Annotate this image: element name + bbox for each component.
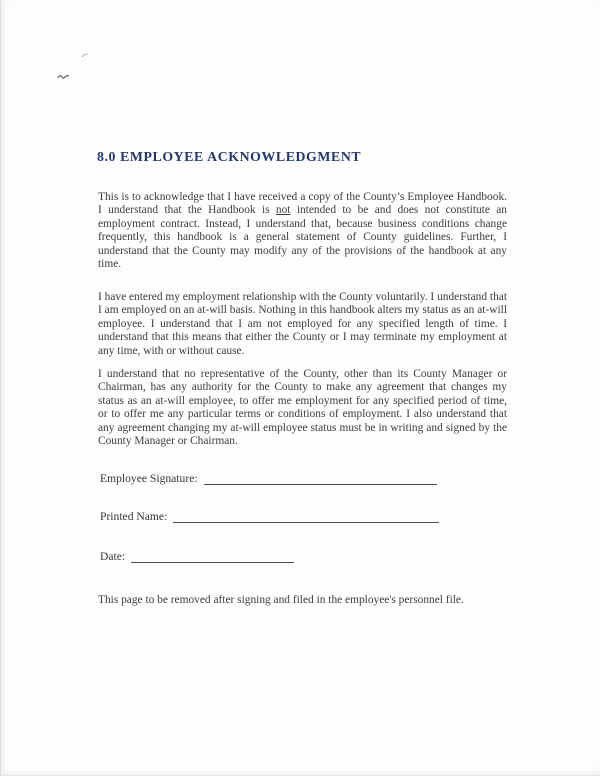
paragraph-no-representative-authority: I understand that no representative of the County, other than its County Manager or Chairman, has any authority for the County to make any agreement that changes my status as an at-will employee, to offer me employment for any specified period of time, or to offer me any particular terms or conditions of employment. I also understand that any agreement changing my at-will employee status must be in writing and signed by the County Manager or Chairman. (98, 368, 507, 448)
employee-signature-line (204, 471, 437, 485)
page-title: 8.0 EMPLOYEE ACKNOWLEDGMENT (97, 149, 362, 164)
footer-note: This page to be removed after signing and filed in the employee's personnel file. (98, 594, 464, 606)
printed-name-field (100, 509, 439, 523)
paragraph-at-will-employment: I have entered my employment relationship with the County voluntarily. I understand that I am employed on an at-will basis. Nothing in this handbook alters my status as an at-will employee. I understand that I am not employed for any specified length of time. I understand that this means that either the County or I may terminate my employment at any time, with or without cause. (98, 291, 507, 357)
paragraph-text: intended to be and does not constitute an employment contract. Instead, I understand that, because business conditions change frequently, this handbook is a general statement of County guidelines. Further, I understand that the County may modify any of the provisions of the handbook at any time. (98, 204, 507, 271)
printed-name-label: Printed Name: (100, 510, 168, 523)
employee-signature-field (100, 471, 437, 485)
date-field (100, 549, 294, 563)
pen-mark-icon (57, 71, 71, 81)
date-line (131, 549, 294, 563)
paragraph-handbook-receipt (98, 191, 507, 271)
employee-signature-label: Employee Signature: (100, 472, 198, 485)
underlined-word: not (275, 204, 291, 217)
paragraph-text: This is to acknowledge that I have received a copy of the County’s Employee Handbook. I understand that the Handbook is (98, 191, 507, 217)
printed-name-line (173, 509, 439, 523)
date-label: Date: (100, 550, 126, 563)
scan-speck-icon (81, 53, 89, 59)
